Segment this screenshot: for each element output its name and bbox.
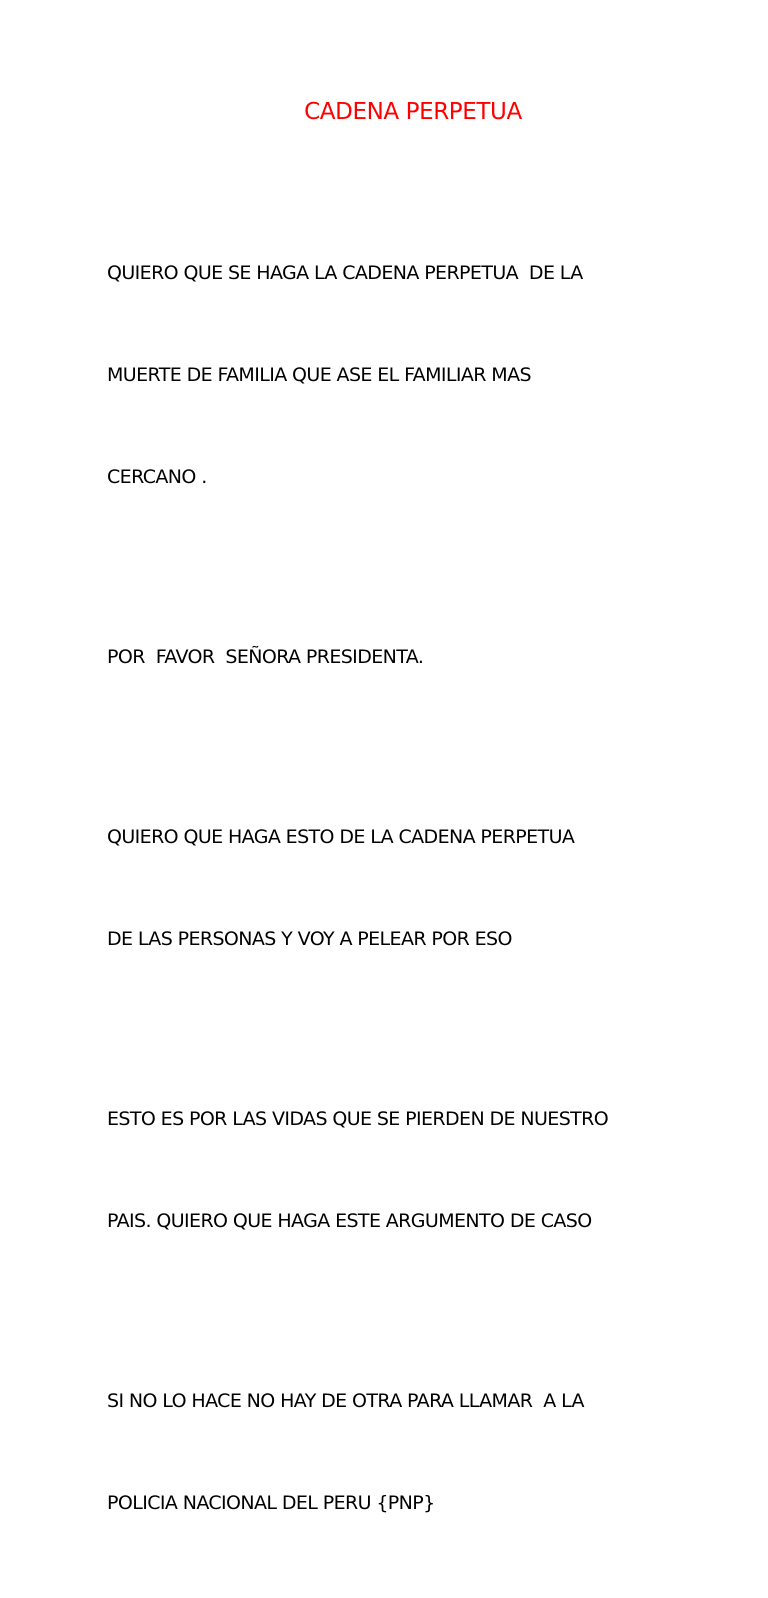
paragraph-2	[107, 572, 707, 742]
paragraph-5	[107, 1316, 707, 1588]
document-body	[107, 188, 707, 1598]
paragraph-line: ESTO ES POR LAS VIDAS QUE SE PIERDEN DE NUESTRO	[107, 1108, 609, 1130]
paragraph-line: CERCANO .	[107, 466, 207, 488]
paragraph-line: QUIERO QUE SE HAGA LA CADENA PERPETUA DE LA	[107, 262, 583, 284]
paragraph-line: POR FAVOR SEÑORA PRESIDENTA.	[107, 646, 424, 668]
paragraph-1	[107, 188, 707, 562]
paragraph-line: POLICIA NACIONAL DEL PERU {PNP}	[107, 1492, 435, 1514]
paragraph-line: QUIERO QUE HAGA ESTO DE LA CADENA PERPETUA	[107, 826, 575, 848]
paragraph-3	[107, 752, 707, 1024]
paragraph-line: DE LAS PERSONAS Y VOY A PELEAR POR ESO	[107, 928, 512, 950]
paragraph-line: PAIS. QUIERO QUE HAGA ESTE ARGUMENTO DE CASO	[107, 1210, 592, 1232]
paragraph-4	[107, 1034, 707, 1306]
paragraph-line: SI NO LO HACE NO HAY DE OTRA PARA LLAMAR A LA	[107, 1390, 584, 1412]
paragraph-line: MUERTE DE FAMILIA QUE ASE EL FAMILIAR MAS	[107, 364, 531, 386]
document-title: CADENA PERPETUA	[304, 99, 522, 125]
